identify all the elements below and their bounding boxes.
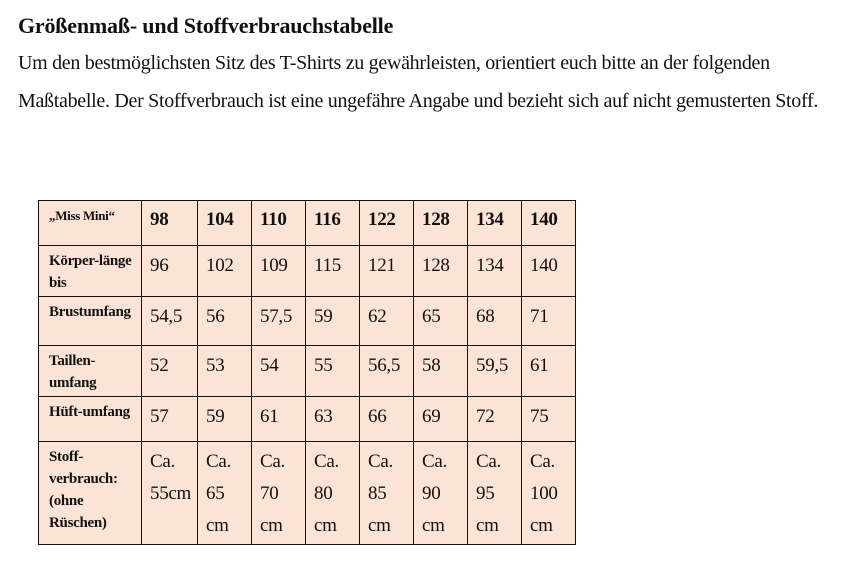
size-header-cell: 98 — [142, 201, 198, 246]
table-cell: Ca. 55cm — [142, 442, 198, 545]
table-cell: 57,5 — [252, 297, 306, 346]
size-header-cell: 116 — [306, 201, 360, 246]
table-cell: Ca. 90 cm — [414, 442, 468, 545]
table-cell: 140 — [522, 246, 576, 297]
table-cell: 53 — [198, 346, 252, 397]
table-row — [39, 346, 576, 397]
size-header-cell: 140 — [522, 201, 576, 246]
size-header-cell: 128 — [414, 201, 468, 246]
table-cell: 62 — [360, 297, 414, 346]
size-table — [38, 200, 576, 545]
size-header-cell: 104 — [198, 201, 252, 246]
table-cell: 71 — [522, 297, 576, 346]
row-label: Hüft-umfang — [39, 397, 142, 442]
size-header-cell: 110 — [252, 201, 306, 246]
table-cell: 61 — [252, 397, 306, 442]
table-cell: Ca. 65 cm — [198, 442, 252, 545]
table-row — [39, 397, 576, 442]
table-cell: 72 — [468, 397, 522, 442]
table-cell: 109 — [252, 246, 306, 297]
table-corner-label: „Miss Mini“ — [39, 201, 142, 246]
table-cell: 59 — [198, 397, 252, 442]
table-cell: 54,5 — [142, 297, 198, 346]
table-cell: 58 — [414, 346, 468, 397]
intro-paragraph: Um den bestmöglichsten Sitz des T-Shirts zu gewährleisten, orientiert euch bitte an der folgenden Maßtabelle. Der Stoffverbrauch ist eine ungefähre Angabe und bezieht sich auf nicht gemusterten Stoff. — [18, 52, 819, 112]
size-header-cell: 134 — [468, 201, 522, 246]
document — [18, 12, 856, 120]
table-cell: 59,5 — [468, 346, 522, 397]
table-cell: Ca. 80 cm — [306, 442, 360, 545]
table-cell: Ca. 85 cm — [360, 442, 414, 545]
size-header-cell: 122 — [360, 201, 414, 246]
page-title: Größenmaß- und Stoffverbrauchstabelle — [18, 13, 394, 38]
table-cell: 121 — [360, 246, 414, 297]
table-cell: 96 — [142, 246, 198, 297]
table-cell: 68 — [468, 297, 522, 346]
table-cell: 61 — [522, 346, 576, 397]
table-cell: 63 — [306, 397, 360, 442]
table-row — [39, 297, 576, 346]
table-cell: 65 — [414, 297, 468, 346]
table-row — [39, 246, 576, 297]
table-cell: 102 — [198, 246, 252, 297]
table-row — [39, 442, 576, 545]
table-cell: 55 — [306, 346, 360, 397]
table-cell: 59 — [306, 297, 360, 346]
row-label: Körper-länge bis — [39, 246, 142, 297]
row-label: Stoff-verbrauch: (ohne Rüschen) — [39, 442, 142, 545]
table-cell: 56 — [198, 297, 252, 346]
row-label: Brustumfang — [39, 297, 142, 346]
row-label: Taillen-umfang — [39, 346, 142, 397]
table-cell: 115 — [306, 246, 360, 297]
table-header-row — [39, 201, 576, 246]
table-cell: 134 — [468, 246, 522, 297]
table-cell: 75 — [522, 397, 576, 442]
table-cell: 57 — [142, 397, 198, 442]
table-cell: 128 — [414, 246, 468, 297]
table-cell: Ca. 95 cm — [468, 442, 522, 545]
table-cell: 54 — [252, 346, 306, 397]
table-cell: 69 — [414, 397, 468, 442]
table-cell: Ca. 70 cm — [252, 442, 306, 545]
table-cell: 56,5 — [360, 346, 414, 397]
table-cell: Ca. 100 cm — [522, 442, 576, 545]
table-cell: 52 — [142, 346, 198, 397]
table-cell: 66 — [360, 397, 414, 442]
